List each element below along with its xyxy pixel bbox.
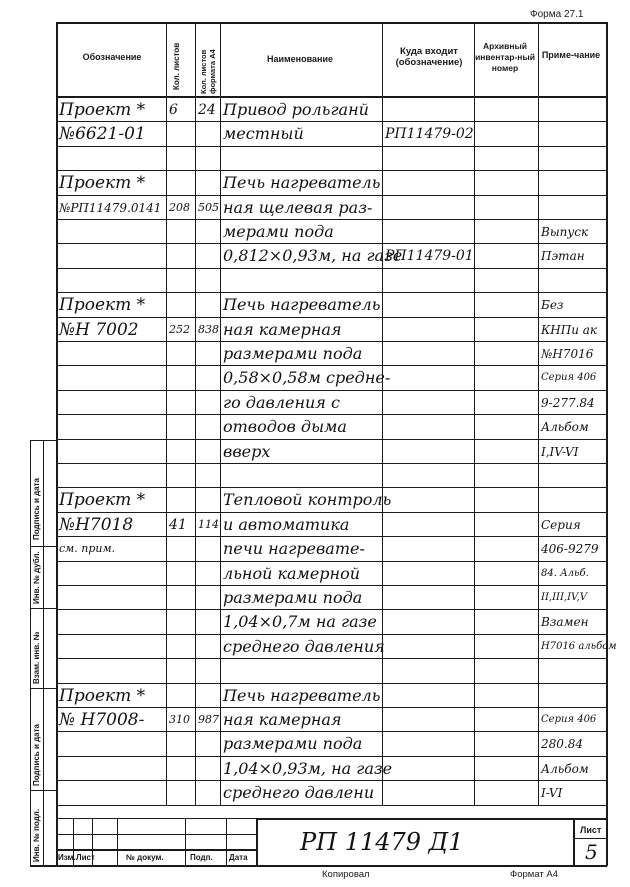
cell-a4: [198, 733, 218, 755]
cell-designation: [59, 758, 164, 780]
cell-name: размерами пода: [223, 734, 363, 754]
cell-a4: [198, 294, 218, 316]
cell-a4: [198, 587, 218, 609]
frame-top: [56, 22, 607, 24]
cell-note: №Н7016: [541, 347, 594, 361]
frame-left: [56, 22, 58, 866]
cell-where-used: [385, 343, 472, 365]
cell-name: [223, 465, 380, 487]
cell-note: Альбом: [541, 761, 589, 776]
cell-a4: [198, 221, 218, 243]
cell-designation: [59, 245, 164, 267]
cell-note: [541, 270, 604, 292]
cell-where-used: [385, 563, 472, 585]
cell-a4: [198, 563, 218, 585]
cell-name: Печь нагреватель: [223, 685, 381, 705]
cell-where-used: [385, 587, 472, 609]
cell-a4: [198, 123, 218, 145]
cell-archive: [477, 99, 536, 121]
table-row-line: [56, 634, 606, 635]
cell-designation: [59, 221, 164, 243]
cell-where-used: [385, 636, 472, 658]
cell-note: [541, 197, 604, 219]
cell-name: Тепловой контроль: [223, 490, 392, 510]
side-label-signature-1: Подпись и дата: [32, 478, 41, 540]
cell-a4: [198, 660, 218, 682]
cell-where-used: [385, 733, 472, 755]
cell-note: I,IV-VI: [541, 444, 579, 459]
table-row-line: [56, 707, 606, 708]
table-row-line: [56, 365, 606, 366]
cell-archive: [477, 587, 536, 609]
cell-name: вверх: [223, 441, 271, 461]
cell-archive: [477, 343, 536, 365]
cell-designation: №Н 7002: [59, 319, 139, 340]
table-row-line: [56, 609, 606, 610]
cell-a4: [198, 148, 218, 170]
cell-sheets: [169, 123, 193, 145]
cell-note: Серия 406: [541, 372, 597, 384]
cell-where-used: [385, 685, 472, 707]
cell-where-used: [385, 221, 472, 243]
side-label-original-inv: Инв. № подл.: [32, 808, 41, 862]
cell-a4: 114: [198, 517, 219, 531]
cell-name: местный: [223, 124, 304, 144]
cell-name: ная щелевая раз-: [223, 197, 373, 217]
side-column-top: [30, 440, 57, 441]
document-code: РП 11479 Д1: [300, 828, 464, 856]
title-col-label-list: Лист: [76, 853, 95, 862]
header-a4-count: Кол. листов формата А4: [199, 49, 217, 94]
cell-sheets: 310: [169, 713, 190, 726]
cell-name: Печь нагреватель: [223, 295, 381, 315]
cell-a4: [198, 538, 218, 560]
cell-designation: Проект *: [59, 685, 146, 706]
table-row-line: [56, 780, 606, 781]
title-col-sheet: [573, 818, 575, 866]
cell-sheets: [169, 221, 193, 243]
cell-archive: [477, 294, 536, 316]
cell-where-used: [385, 99, 472, 121]
cell-note: [541, 123, 604, 145]
cell-where-used: РП11479-01: [385, 248, 474, 265]
cell-archive: [477, 709, 536, 731]
table-row-line: [56, 170, 606, 171]
cell-a4: 987: [198, 713, 219, 726]
title-block-top: [256, 818, 607, 820]
cell-designation: [59, 636, 164, 658]
cell-a4: [198, 392, 218, 414]
cell-sheets: [169, 611, 193, 633]
cell-sheets: [169, 367, 193, 389]
cell-where-used: [385, 319, 472, 341]
cell-where-used: [385, 148, 472, 170]
cell-designation: [59, 441, 164, 463]
table-row-line: [56, 731, 606, 732]
table-row-line: [56, 439, 606, 440]
cell-archive: [477, 489, 536, 511]
cell-designation: [59, 563, 164, 585]
cell-a4: [198, 416, 218, 438]
cell-designation: [59, 416, 164, 438]
cell-a4: [198, 270, 218, 292]
cell-note: 280.84: [541, 737, 583, 752]
cell-where-used: [385, 660, 472, 682]
cell-note: Пэтан: [541, 249, 585, 264]
table-row-line: [56, 561, 606, 562]
header-name: Наименование: [266, 54, 334, 64]
table-row-line: [56, 463, 606, 464]
title-col-label-podp: Подп.: [190, 853, 213, 862]
cell-name: [223, 270, 380, 292]
cell-where-used: [385, 465, 472, 487]
cell-archive: [477, 636, 536, 658]
cell-a4: [198, 685, 218, 707]
table-row-line: [56, 219, 606, 220]
cell-archive: [477, 514, 536, 536]
cell-name: [223, 148, 380, 170]
cell-a4: [198, 367, 218, 389]
cell-a4: [198, 343, 218, 365]
cell-sheets: [169, 782, 193, 804]
cell-name: 1,04×0,93м, на газе: [223, 758, 393, 778]
cell-a4: 838: [198, 322, 219, 336]
cell-sheets: [169, 465, 193, 487]
table-row-line: [56, 243, 606, 244]
cell-note: [541, 172, 604, 194]
cell-archive: [477, 245, 536, 267]
table-row-line: [56, 268, 606, 269]
cell-designation: см. прим.: [59, 542, 116, 556]
title-col-label-doc: № докум.: [126, 853, 164, 862]
cell-sheets: [169, 733, 193, 755]
cell-a4: 505: [198, 200, 219, 214]
cell-note: Серия 406: [541, 714, 597, 725]
cell-name: 1,04×0,7м на газе: [223, 612, 377, 632]
cell-name: мерами пода: [223, 222, 334, 241]
cell-note: Выпуск: [541, 225, 589, 239]
cell-where-used: [385, 197, 472, 219]
cell-designation: Проект *: [59, 295, 146, 316]
cell-name: Привод рольганй: [223, 100, 369, 119]
cell-note: Н7016 альбом: [541, 640, 617, 652]
cell-note: II,III,IV,V: [541, 592, 587, 603]
cell-designation: [59, 611, 164, 633]
cell-archive: [477, 197, 536, 219]
cell-sheets: [169, 172, 193, 194]
cell-note: 406-9279: [541, 542, 599, 557]
table-row-line: [56, 121, 606, 122]
cell-designation: Проект *: [59, 490, 146, 511]
cell-designation: [59, 392, 164, 414]
cell-where-used: [385, 514, 472, 536]
cell-sheets: [169, 636, 193, 658]
cell-a4: [198, 611, 218, 633]
side-div-2: [30, 608, 57, 609]
copied-label: Копировал: [322, 869, 370, 880]
cell-where-used: [385, 441, 472, 463]
header-designation: Обозначение: [82, 52, 142, 62]
cell-archive: [477, 660, 536, 682]
cell-archive: [477, 733, 536, 755]
cell-designation: [59, 270, 164, 292]
cell-archive: [477, 563, 536, 585]
cell-sheets: 208: [169, 200, 190, 214]
header-bottom-line: [56, 96, 607, 98]
cell-sheets: [169, 489, 193, 511]
cell-a4: [198, 172, 218, 194]
cell-note: 9-277.84: [541, 395, 595, 410]
cell-archive: [477, 319, 536, 341]
cell-name: льной камерной: [223, 563, 361, 583]
cell-where-used: РП11479-02: [385, 126, 474, 143]
cell-note: [541, 148, 604, 170]
cell-sheets: 252: [169, 322, 190, 336]
cell-name: 0,58×0,58м средне-: [223, 368, 391, 388]
side-label-signature-2: Подпись и дата: [32, 724, 41, 786]
table-row-line: [56, 195, 606, 196]
cell-where-used: [385, 294, 472, 316]
table-row-line: [56, 536, 606, 537]
cell-sheets: [169, 563, 193, 585]
cell-where-used: [385, 489, 472, 511]
cell-designation: №Н7018: [59, 514, 134, 535]
cell-name: размерами пода: [223, 344, 363, 363]
cell-archive: [477, 172, 536, 194]
title-col-date: [226, 818, 227, 866]
cell-a4: [198, 441, 218, 463]
cell-name: отводов дыма: [223, 417, 347, 437]
title-col-main: [256, 818, 258, 866]
title-col-label-date: Дата: [229, 853, 248, 862]
cell-sheets: [169, 685, 193, 707]
cell-a4: [198, 489, 218, 511]
sheet-number: 5: [585, 840, 598, 864]
side-div-1: [30, 546, 57, 547]
cell-a4: 24: [198, 102, 216, 118]
format-label: Формат А4: [510, 869, 559, 880]
cell-note: [541, 465, 604, 487]
cell-archive: [477, 782, 536, 804]
cell-designation: [59, 367, 164, 389]
cell-archive: [477, 758, 536, 780]
side-div-3: [30, 688, 57, 689]
cell-sheets: 6: [169, 102, 178, 118]
sheet-label: Лист: [580, 825, 602, 835]
cell-a4: [198, 245, 218, 267]
cell-where-used: [385, 392, 472, 414]
cell-sheets: [169, 294, 193, 316]
cell-designation: Проект *: [59, 100, 146, 120]
cell-where-used: [385, 611, 472, 633]
header-sheets-count: Кол. листов: [172, 42, 181, 90]
table-row-line: [56, 487, 606, 488]
cell-where-used: [385, 172, 472, 194]
cell-sheets: [169, 538, 193, 560]
cell-sheets: [169, 148, 193, 170]
cell-designation: [59, 343, 164, 365]
side-column-left: [30, 440, 31, 866]
side-label-dup-inv: Инв. № дубл.: [32, 551, 41, 604]
cell-note: Альбом: [541, 420, 589, 435]
side-label-replacement-inv: Взам. инв. №: [32, 631, 41, 684]
cell-note: [541, 99, 604, 121]
cell-name: печи нагревате-: [223, 539, 365, 559]
cell-note: Взамен: [541, 615, 589, 630]
cell-note: Серия: [541, 517, 581, 532]
cell-a4: [198, 758, 218, 780]
cell-name: 0,812×0,93м, на газе: [223, 246, 403, 266]
cell-name: размерами пода: [223, 588, 363, 607]
cell-designation: [59, 733, 164, 755]
cell-name: и автоматика: [223, 514, 350, 534]
cell-archive: [477, 538, 536, 560]
cell-name: ная камерная: [223, 710, 342, 729]
cell-note: [541, 685, 604, 707]
cell-a4: [198, 636, 218, 658]
cell-archive: [477, 148, 536, 170]
cell-sheets: [169, 587, 193, 609]
cell-archive: [477, 465, 536, 487]
table-row-line: [56, 512, 606, 513]
table-row-line: [56, 341, 606, 342]
cell-sheets: [169, 245, 193, 267]
cell-name: ная камерная: [223, 319, 342, 339]
cell-name: среднего давлени: [223, 783, 375, 803]
cell-note: КНПи ак: [541, 322, 598, 337]
cell-designation: [59, 587, 164, 609]
cell-sheets: [169, 392, 193, 414]
table-row-line: [56, 805, 606, 806]
table-row-line: [56, 146, 606, 147]
cell-archive: [477, 441, 536, 463]
cell-archive: [477, 270, 536, 292]
cell-designation: №РП11479.0141: [59, 200, 162, 215]
cell-where-used: [385, 709, 472, 731]
cell-designation: [59, 782, 164, 804]
table-row-line: [56, 683, 606, 684]
cell-a4: [198, 782, 218, 804]
header-where-used: Куда входит (обозначение): [395, 46, 463, 68]
cell-designation: [59, 465, 164, 487]
title-sheet-divider: [573, 838, 607, 839]
cell-archive: [477, 611, 536, 633]
cell-archive: [477, 123, 536, 145]
cell-designation: № Н7008-: [59, 710, 145, 730]
cell-name: го давления с: [223, 392, 340, 412]
cell-where-used: [385, 270, 472, 292]
cell-designation: [59, 660, 164, 682]
table-row-line: [56, 292, 606, 293]
table-row-line: [56, 585, 606, 586]
cell-sheets: [169, 270, 193, 292]
cell-where-used: [385, 538, 472, 560]
table-row-line: [56, 756, 606, 757]
form-label: Форма 27.1: [530, 9, 584, 20]
cell-sheets: [169, 416, 193, 438]
cell-note: [541, 489, 604, 511]
cell-note: 84. Альб.: [541, 567, 589, 579]
cell-sheets: [169, 441, 193, 463]
cell-designation: Проект *: [59, 173, 146, 194]
side-column-mid: [43, 440, 44, 866]
cell-name: [223, 660, 380, 682]
cell-note: I-VI: [541, 786, 563, 801]
cell-archive: [477, 221, 536, 243]
cell-archive: [477, 416, 536, 438]
cell-note: [541, 660, 604, 682]
cell-sheets: [169, 758, 193, 780]
cell-designation: №6621-01: [59, 124, 146, 145]
header-note: Приме-чание: [541, 50, 601, 60]
cell-where-used: [385, 782, 472, 804]
table-row-line: [56, 658, 606, 659]
frame-right: [606, 22, 608, 866]
side-div-4: [30, 790, 57, 791]
cell-archive: [477, 367, 536, 389]
cell-a4: [198, 465, 218, 487]
cell-sheets: [169, 660, 193, 682]
cell-where-used: [385, 758, 472, 780]
table-row-line: [56, 414, 606, 415]
cell-note: Без: [541, 298, 564, 313]
title-col-label-izm: Изм.: [58, 853, 76, 862]
cell-archive: [477, 685, 536, 707]
cell-where-used: [385, 416, 472, 438]
cell-where-used: [385, 367, 472, 389]
cell-designation: [59, 148, 164, 170]
cell-sheets: 41: [169, 516, 187, 533]
cell-sheets: [169, 343, 193, 365]
cell-archive: [477, 392, 536, 414]
table-row-line: [56, 317, 606, 318]
title-col-doc: [117, 818, 118, 866]
cell-name: среднего давления: [223, 636, 385, 656]
title-col-podp: [185, 818, 186, 866]
header-archive-number: Архивный инвентар-ный номер: [475, 41, 535, 73]
table-row-line: [56, 390, 606, 391]
cell-name: Печь нагреватель: [223, 173, 381, 193]
